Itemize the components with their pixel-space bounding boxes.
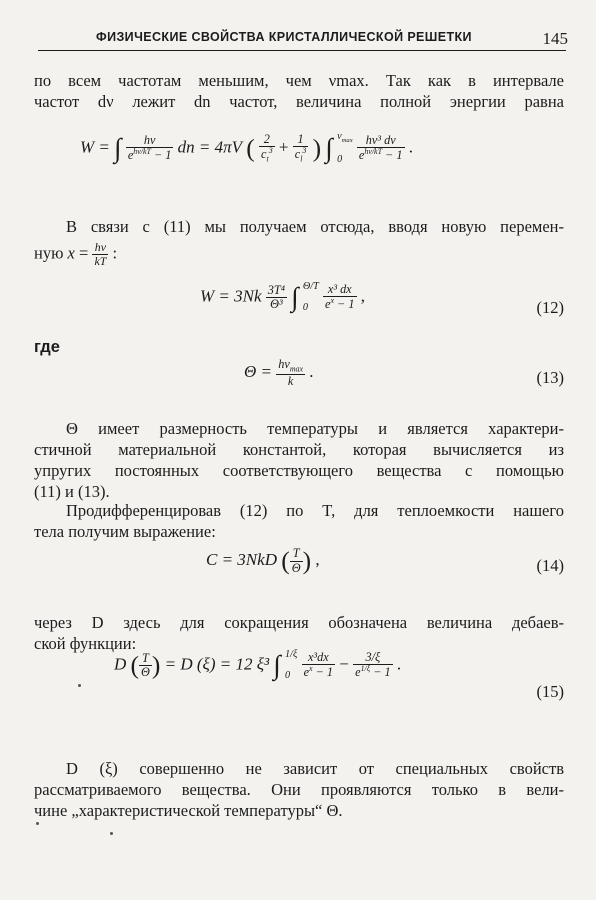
energy-fraction-1: $\frac{h\nu}{e^{h\nu/kT} - 1}$ <box>127 133 172 163</box>
energy-fraction-4: $\frac{\text{hν³ dν}}{e^{h\nu/kT} - 1}$ <box>358 133 403 163</box>
eq15-fraction-1: $\frac{T}{\Theta}$ <box>141 650 150 679</box>
p3-line-1: Θ имеет размерность температуры и является характери- <box>66 419 564 438</box>
eq12-lhs: W = 3Nk <box>200 286 262 306</box>
energy-fraction-3: $\frac{1}{c_l^3}$ <box>294 131 307 164</box>
p5-line-1: через D здесь для сокращения обозначена величина дебаев- <box>34 613 564 632</box>
p4-line-1: Продифференцировав (12) по T, для теплоемкости нашего <box>66 501 564 520</box>
formula-15: D ( $\frac{T}{\Theta}$ ) = D (ξ) = 12 ξ³ ∫ 1/ξ 0 $\frac{\text{x³dx}}{e^x - 1}$ − $\frac{3/\xi}{e^{1/\xi} - 1}$ . <box>114 649 402 681</box>
header-rule <box>38 50 566 51</box>
eq13-fraction: $\frac{h\nu_{max}}{k}$ <box>278 357 304 389</box>
p1-line-2: частот dν лежит dn частот, величина полной энергии равна <box>34 92 564 111</box>
p1-line-1: по всем частотам меньшим, чем νmax. Так как в интервале <box>34 71 564 90</box>
paragraph-2 <box>34 216 564 268</box>
energy-end: . <box>408 137 413 157</box>
paragraph-5 <box>34 612 564 654</box>
integral-limits-4: 1/ξ 0 <box>285 649 298 681</box>
print-speck <box>36 822 39 825</box>
eq12-fraction-2: $\frac{\text{x³ dx}}{e^x - 1}$ <box>325 282 355 312</box>
p2-line-2-prefix: ную <box>34 243 68 263</box>
running-title: ФИЗИЧЕСКИЕ СВОЙСТВА КРИСТАЛЛИЧЕСКОЙ РЕШЕТКИ <box>96 30 472 44</box>
eq15-number: (15) <box>536 682 564 701</box>
eq12-number: (12) <box>536 298 564 317</box>
integral-limits-3: Θ/T 0 <box>302 281 319 313</box>
formula-14: C = 3NkD ( $\frac{T}{\Theta}$ ) , <box>206 546 320 575</box>
p3-line-2: стичной материальной константой, которая вычисляется из <box>34 440 564 459</box>
paragraph-3 <box>34 418 564 502</box>
paren-close: ) <box>312 133 322 163</box>
running-header <box>38 30 568 50</box>
formula-energy: W = ∫ $\frac{h\nu}{e^{h\nu/kT} - 1}$ dn = 4πV ( $\frac{2}{c_t^3}$ + $\frac{1}{c_l^3}$ ) ∫ $\nu_{max}$ 0 $\frac{\text{hν³ dν}}{e^{h\nu/kT} - 1}$ . <box>80 131 413 165</box>
eq14-lhs: C = 3NkD <box>206 549 277 569</box>
p4-line-2: тела получим выражение: <box>34 522 216 541</box>
p6-line-1: D (ξ) совершенно не зависит от специальных свойств <box>66 759 564 778</box>
energy-middle: dn = 4πV <box>177 137 243 157</box>
where-label: где <box>34 338 60 356</box>
p3-line-4: (11) и (13). <box>34 482 110 501</box>
eq14-number: (14) <box>536 556 564 575</box>
formula-13: Θ = $\frac{h\nu_{max}}{k}$ . <box>244 357 314 389</box>
x-fraction: $\frac{h\nu}{kT}$ <box>94 240 107 269</box>
integral-sign-4: ∫ <box>273 650 281 680</box>
energy-fraction-2: $\frac{2}{c_t^3}$ <box>261 131 273 164</box>
p5-line-2: ской функции: <box>34 634 137 653</box>
eq15-lhs: D <box>114 654 127 674</box>
eq12-fraction-1: $\frac{\text{3T⁴}}{\text{Θ³}}$ <box>267 282 285 311</box>
paragraph-1 <box>34 70 564 112</box>
print-speck <box>78 684 81 687</box>
integral-sign-1: ∫ <box>114 133 122 164</box>
eq15-middle: = D (ξ) = 12 ξ³ <box>164 654 270 674</box>
p6-line-3: чине „характеристической температуры“ Θ. <box>34 801 343 820</box>
p2-line-2: ную x = $\frac{h\nu}{kT}$ : <box>34 240 118 269</box>
p6-line-2: рассматриваемого вещества. Они проявляются только в вели- <box>34 780 564 799</box>
print-speck <box>110 832 113 835</box>
eq15-fraction-2: $\frac{\text{x³dx}}{e^x - 1}$ <box>303 650 334 680</box>
integral-limits-2: $\nu_{max}$ 0 <box>337 131 353 165</box>
paragraph-6 <box>34 758 564 821</box>
paragraph-4 <box>34 500 564 542</box>
formula-12: W = 3Nk $\frac{\text{3T⁴}}{\text{Θ³}}$ ∫ Θ/T 0 $\frac{\text{x³ dx}}{e^x - 1}$ , <box>200 281 365 313</box>
integral-sign-3: ∫ <box>291 282 299 312</box>
paren-open: ( <box>246 133 255 163</box>
eq15-fraction-3: $\frac{3/\xi}{e^{1/\xi} - 1}$ <box>355 650 391 680</box>
energy-lhs: W = <box>80 137 115 157</box>
page-number: 145 <box>542 29 568 48</box>
p2-line-1: В связи с (11) мы получаем отсюда, вводя новую перемен- <box>66 217 564 236</box>
eq13-number: (13) <box>536 368 564 387</box>
integral-sign-2: ∫ <box>325 133 333 164</box>
eq14-fraction: $\frac{T}{\Theta}$ <box>291 546 301 575</box>
p3-line-3: упругих постоянных соответствующего вещества с помощью <box>34 461 564 480</box>
eq13-lhs: Θ = <box>244 362 277 382</box>
